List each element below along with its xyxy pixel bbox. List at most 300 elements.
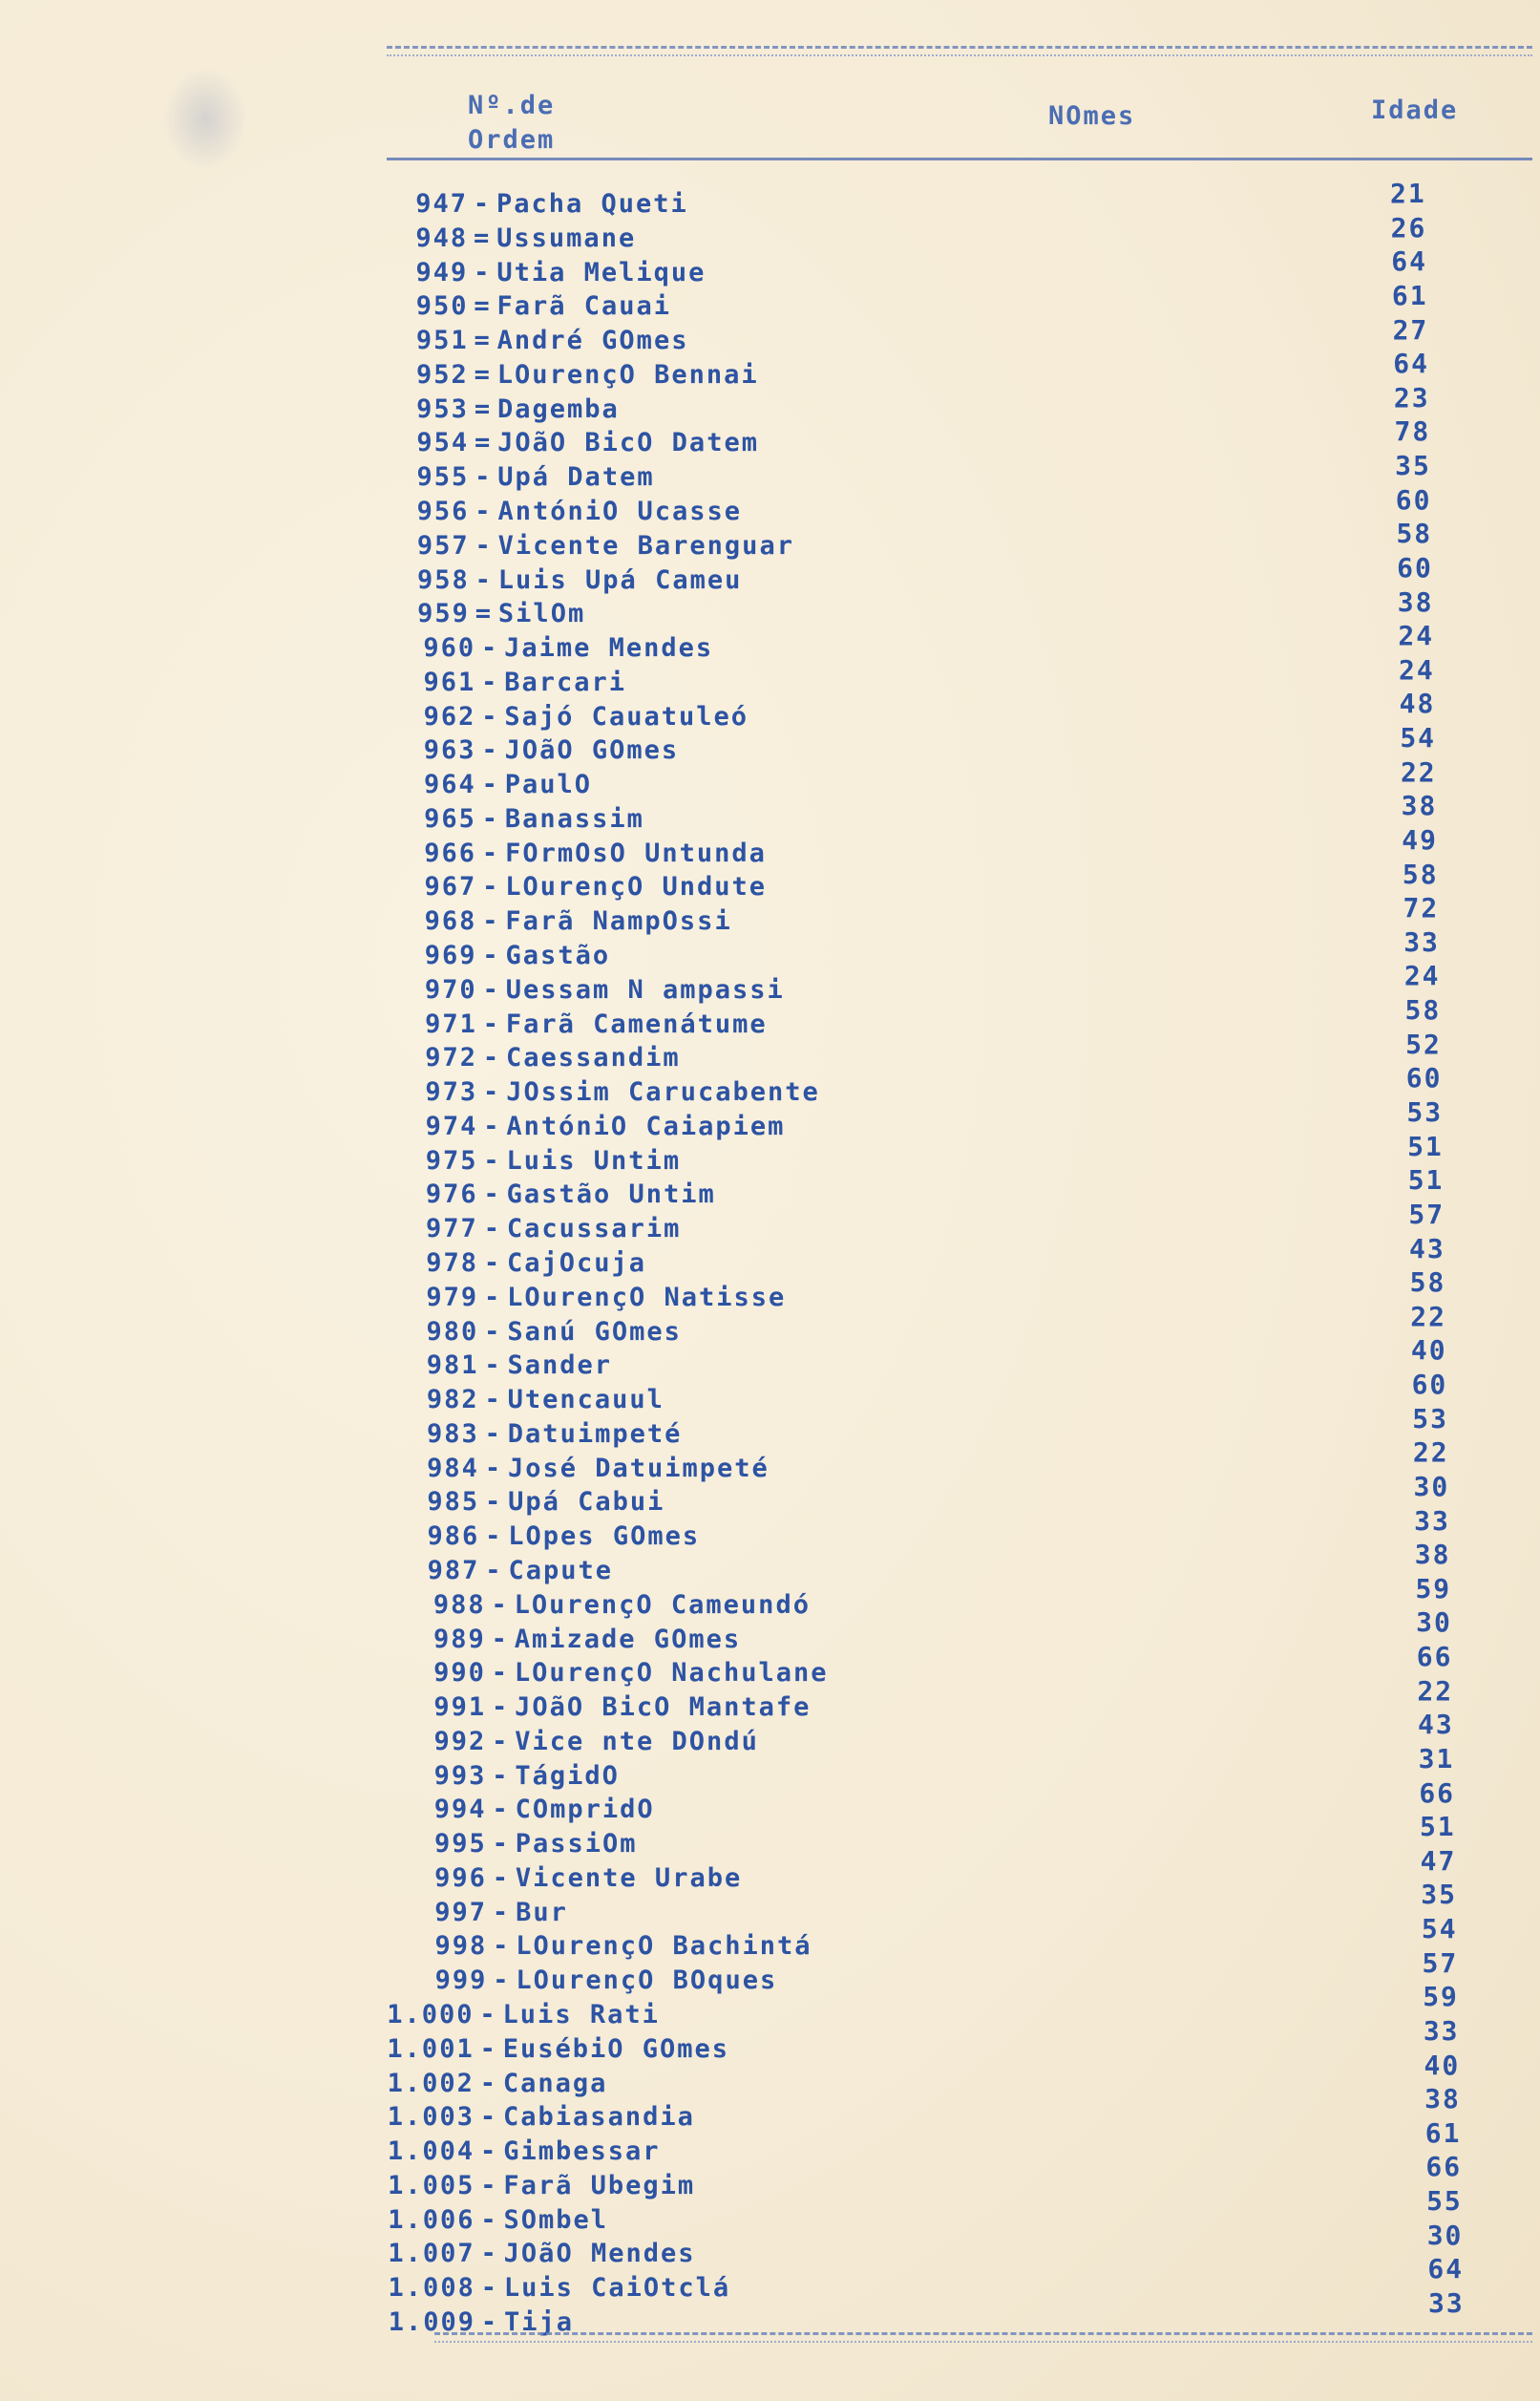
age-value: 72 [1403,892,1440,924]
table-row [363,632,713,665]
separator-mark: - [480,2204,498,2235]
person-name: JOãO BicO Mantafe [515,1692,812,1723]
order-number: 988 [432,1589,486,1620]
order-number: 960 [423,633,476,664]
person-name: SOmbel [503,2204,609,2235]
person-name: LOurençO Undute [505,872,768,903]
person-name: Cacussarim [506,1214,682,1244]
age-value: 53 [1406,1095,1444,1128]
person-name: Jaime Mendes [504,633,714,664]
order-number: 1.007 [388,2239,475,2269]
age-value: 22 [1417,1674,1454,1707]
person-name: PaulO [504,770,593,800]
header-names-label: NOmes [1048,101,1136,131]
person-name: Luis Rati [502,2000,660,2030]
separator-mark: - [484,1385,502,1415]
age-value: 33 [1423,2014,1460,2047]
table-row [366,1247,646,1280]
separator-mark: - [492,1795,510,1825]
separator-mark: = [474,359,492,390]
order-number: 980 [426,1316,479,1347]
person-name: Barcari [504,667,627,697]
age-value: 60 [1397,551,1433,584]
separator-mark: - [481,667,499,697]
age-value: 57 [1408,1198,1445,1230]
order-number: 949 [415,257,469,287]
person-name: Vicente Barenguar [497,530,794,561]
table-row [367,1555,613,1587]
order-number: 978 [426,1248,478,1278]
separator-mark: - [484,1418,502,1449]
order-number: 1.008 [388,2273,475,2304]
separator-mark: - [492,1862,511,1893]
separator-mark: - [475,564,493,595]
order-number: 963 [423,735,476,766]
order-number: 975 [425,1145,478,1176]
age-value: 22 [1412,1436,1449,1469]
separator-mark: - [492,1897,511,1927]
separator-mark: - [485,1555,503,1585]
order-number: 989 [432,1624,486,1654]
separator-mark: - [481,701,499,732]
age-value: 22 [1410,1300,1446,1332]
order-number: 962 [423,701,476,732]
separator-mark: - [473,189,492,219]
table-row [356,393,620,426]
table-row [357,564,743,597]
age-value: 58 [1402,858,1439,890]
order-number: 1.009 [388,2307,475,2337]
table-row [373,1657,829,1689]
order-number: 956 [416,496,470,526]
age-value: 66 [1419,1776,1456,1809]
order-number: 1.006 [388,2204,475,2235]
person-name: LOurençO Natisse [507,1282,787,1312]
order-number: 951 [415,326,469,356]
age-value: 66 [1416,1641,1453,1673]
separator-mark: - [479,2000,497,2030]
person-name: JOssim Carucabente [506,1077,820,1108]
age-value: 38 [1414,1539,1451,1571]
person-name: Farã NampOssi [505,906,732,937]
age-value: 30 [1426,2219,1464,2251]
table-row [363,2238,696,2270]
separator-mark: - [484,1316,502,1347]
person-name: Luis CaiOtclá [503,2273,731,2304]
table-row [366,1282,786,1314]
order-number: 967 [424,872,477,903]
person-name: FOrmOsO Untunda [505,838,767,868]
age-value: 38 [1401,790,1438,822]
order-number: 991 [433,1692,487,1723]
table-row [364,734,680,767]
table-row [373,1624,741,1656]
table-row [355,290,671,323]
person-name: Farã Cauai [496,291,672,322]
table-row [366,1316,682,1349]
person-name: Gastão [505,941,611,971]
table-row [374,1828,638,1860]
age-value: 58 [1404,994,1442,1027]
order-number: 982 [426,1385,479,1415]
table-row [356,427,759,459]
order-number: 961 [423,667,476,697]
table-row [356,461,654,494]
order-number: 979 [426,1282,479,1312]
age-value: 40 [1424,2049,1461,2081]
age-value: 66 [1425,2151,1463,2183]
person-name: LOurençO BOques [516,1965,778,1996]
table-row [364,803,644,836]
table-row [366,1349,612,1382]
order-number: 1.001 [387,2033,475,2064]
separator-mark: - [484,1350,502,1381]
order-number: 987 [427,1555,480,1585]
order-number: 973 [425,1077,478,1108]
age-value: 51 [1407,1130,1444,1162]
order-number: 947 [415,189,468,219]
table-row [367,1453,770,1485]
order-number: 976 [425,1179,478,1210]
person-name: Gastão Untim [506,1179,716,1210]
table-row [356,496,742,528]
person-name: COmpridO [515,1795,655,1825]
person-name: Sander [507,1350,613,1381]
table-row [373,1760,620,1793]
age-value: 58 [1409,1266,1446,1299]
age-value: 58 [1396,518,1433,550]
age-value: 55 [1426,2185,1463,2218]
table-row [367,1418,683,1451]
table-row [363,667,626,699]
separator-mark: - [491,1692,510,1723]
person-name: Upá Datem [497,462,655,493]
age-value: 51 [1419,1811,1456,1843]
person-name: Utencauul [507,1385,665,1415]
age-value: 49 [1402,823,1438,856]
order-number: 948 [415,223,469,253]
person-name: Bur [516,1897,568,1927]
separator-mark: = [474,291,492,322]
age-value: 26 [1390,211,1427,244]
age-value: 33 [1414,1504,1450,1537]
separator-mark: - [479,2033,497,2064]
order-number: 965 [424,803,476,834]
person-name: Vicente Urabe [515,1862,743,1893]
person-name: Pacha Queti [496,189,688,219]
table-row [362,2101,695,2134]
person-name: AntóniO Ucasse [497,496,743,526]
age-value: 54 [1421,1913,1458,1945]
person-name: TágidO [515,1760,620,1791]
age-value: 30 [1416,1606,1452,1639]
separator-mark: - [482,1009,500,1039]
separator-mark: - [483,1214,501,1244]
age-value: 24 [1399,653,1435,686]
separator-mark: = [474,393,493,424]
separator-mark: - [483,1248,502,1278]
order-number: 969 [424,941,477,971]
order-number: 955 [416,462,470,493]
order-number: 1.000 [387,2000,475,2030]
table-row [367,1384,665,1416]
separator-mark: - [491,1658,510,1689]
order-number: 990 [433,1658,486,1689]
separator-mark: - [482,872,500,903]
person-name: LOurençO Bennai [496,359,759,390]
header-ordem-label: Ordem [468,125,556,155]
separator-mark: - [483,1145,501,1176]
order-number: 1.002 [387,2068,475,2098]
order-number: 970 [424,974,477,1005]
separator-mark: - [482,906,500,937]
separator-mark: - [480,2273,498,2304]
order-number: 954 [416,428,470,458]
age-value: 31 [1418,1742,1455,1774]
order-number: 958 [416,564,470,595]
table-row [373,1691,811,1724]
age-value: 61 [1391,279,1428,311]
order-number: 981 [426,1350,479,1381]
age-value: 48 [1399,688,1436,720]
person-name: EusébiO GOmes [502,2033,730,2064]
separator-mark: - [481,838,500,868]
table-row [356,359,759,392]
age-value: 59 [1415,1572,1452,1604]
separator-mark: - [475,496,493,526]
separator-mark: - [480,633,499,664]
person-name: Sajó Cauatuleó [504,701,749,732]
age-value: 30 [1413,1470,1450,1502]
separator-mark: - [491,1589,509,1620]
table-row [374,1862,742,1895]
person-name: Uessam N ampassi [505,974,785,1005]
table-row [366,1213,682,1245]
order-number: 1.003 [387,2102,475,2133]
table-row [364,871,767,903]
person-name: LOurençO Bachintá [516,1931,812,1962]
table-row [363,2204,609,2237]
age-value: 24 [1398,620,1435,652]
age-value: 60 [1405,1062,1443,1094]
person-name: Banassim [504,803,644,834]
separator-mark: - [483,1111,501,1141]
table-row [373,1726,759,1758]
order-number: 998 [434,1931,488,1962]
age-value: 27 [1392,313,1429,346]
separator-mark: - [481,803,500,834]
age-value: 23 [1393,381,1430,414]
person-name: Farã Ubegim [503,2170,696,2200]
order-number: 974 [425,1111,478,1141]
person-name: JOãO BicO Datem [497,428,759,458]
person-name: Ussumane [496,223,637,253]
separator-mark: = [474,428,493,458]
person-name: Luis Untim [506,1145,682,1176]
table-row [374,1897,568,1929]
separator-mark: - [482,974,500,1005]
order-number: 992 [433,1726,487,1756]
table-row [374,1794,655,1826]
order-number: 950 [415,291,469,322]
person-name: Amizade GOmes [514,1624,742,1654]
age-value: 53 [1412,1402,1448,1434]
table-row [362,2068,608,2100]
age-value: 78 [1394,415,1431,448]
age-value: 59 [1423,1981,1459,2013]
table-row [365,1009,768,1041]
age-value: 52 [1405,1028,1442,1060]
separator-mark: - [483,1179,501,1210]
separator-mark: - [482,1043,501,1073]
age-value: 38 [1424,2083,1461,2115]
table-row [362,1999,660,2031]
separator-mark: - [492,1829,510,1859]
table-row [365,1042,681,1074]
separator-mark: - [484,1453,503,1483]
person-name: JOãO Mendes [503,2239,696,2269]
table-row [367,1520,700,1553]
person-name: AntóniO Caiapiem [506,1111,786,1141]
separator-mark: - [481,735,499,766]
separator-mark: - [480,2307,499,2337]
age-value: 24 [1403,960,1441,992]
age-value: 54 [1400,722,1437,754]
separator-mark: - [484,1282,502,1312]
order-number: 986 [427,1521,480,1552]
separator-mark: - [491,1624,509,1654]
table-row [362,2135,660,2168]
person-name: LOpes GOmes [508,1521,701,1552]
order-number: 997 [434,1897,488,1927]
separator-mark: - [483,1077,501,1108]
order-number: 953 [416,393,469,424]
table-row [355,257,706,289]
person-name: Sanú GOmes [507,1316,682,1347]
person-name: Capute [508,1555,613,1585]
person-name: Utia Melique [496,257,707,287]
separator-mark: - [474,257,492,287]
table-row [366,1145,682,1178]
age-value: 38 [1397,585,1434,618]
bottom-border-rule [434,2332,1532,2343]
table-row [364,769,592,801]
table-row [355,223,636,255]
person-name: Luis Upá Cameu [497,564,743,595]
table-row [355,188,688,221]
age-value: 57 [1422,1946,1459,1979]
separator-mark: - [492,1760,510,1791]
person-name: Upá Cabui [508,1487,665,1518]
table-row [373,1589,811,1622]
age-value: 43 [1418,1709,1454,1741]
order-number: 1.005 [388,2170,475,2200]
table-row [364,905,731,938]
age-value: 21 [1390,178,1426,209]
person-name: SilOm [497,599,586,629]
age-value: 64 [1391,245,1427,278]
order-number: 959 [417,599,470,629]
table-row [362,2170,695,2202]
order-number: 995 [433,1829,487,1859]
age-value: 33 [1428,2287,1465,2319]
person-name: LOurençO Nachulane [514,1658,829,1689]
order-number: 999 [434,1965,488,1996]
order-number: 952 [416,359,469,390]
age-value: 35 [1421,1879,1457,1911]
separator-mark: - [475,462,493,493]
order-number: 964 [423,770,476,800]
person-name: André GOmes [496,326,689,356]
table-row [364,838,767,870]
table-row [365,1111,785,1143]
separator-mark: - [492,1726,510,1756]
order-number: 968 [424,906,477,937]
separator-mark: - [480,2136,498,2167]
table-row [362,2033,729,2066]
header-age-label: Idade [1371,96,1459,125]
order-number: 996 [434,1862,487,1893]
person-name: Cabiasandia [503,2102,695,2133]
separator-mark: - [484,1487,503,1518]
age-value: 61 [1424,2116,1462,2149]
separator-mark: - [475,530,493,561]
order-number: 957 [416,530,470,561]
person-name: JOãO GOmes [504,735,680,766]
age-value: 64 [1427,2253,1465,2285]
table-row [374,1965,777,1997]
age-value: 60 [1395,483,1432,516]
table-row [367,1486,665,1519]
separator-mark: - [481,770,499,800]
table-row [357,598,585,630]
separator-mark: = [475,599,494,629]
age-value: 33 [1403,925,1440,958]
separator-mark: - [479,2102,498,2133]
separator-mark: - [480,2239,498,2269]
header-number-label: Nº.de [468,91,556,120]
table-row [365,940,611,972]
age-value: 43 [1409,1232,1445,1264]
separator-mark: - [485,1521,503,1552]
separator-mark: - [493,1965,511,1996]
table-row [366,1179,716,1211]
order-number: 984 [427,1453,479,1483]
person-name: Caessandim [506,1043,681,1073]
age-value: 40 [1410,1334,1447,1367]
age-value: 51 [1407,1164,1445,1197]
separator-mark: - [480,2170,498,2200]
age-value: 35 [1395,450,1431,482]
order-number: 977 [426,1214,478,1244]
order-number: 1.004 [387,2136,475,2167]
order-number: 966 [424,838,477,868]
order-number: 993 [433,1760,487,1791]
person-name: LOurençO Cameundó [514,1589,811,1620]
separator-mark: - [493,1931,511,1962]
order-number: 985 [427,1487,480,1518]
person-name: José Datuimpeté [507,1453,770,1483]
person-name: Vice nte DOndú [515,1726,759,1756]
person-name: Dagemba [496,393,620,424]
table-row [357,530,794,563]
table-row [374,1930,812,1963]
age-value: 64 [1393,348,1429,380]
table-row [356,325,689,357]
table-row [363,2272,730,2305]
person-name: PassiOm [515,1829,638,1859]
age-value: 47 [1420,1844,1457,1877]
